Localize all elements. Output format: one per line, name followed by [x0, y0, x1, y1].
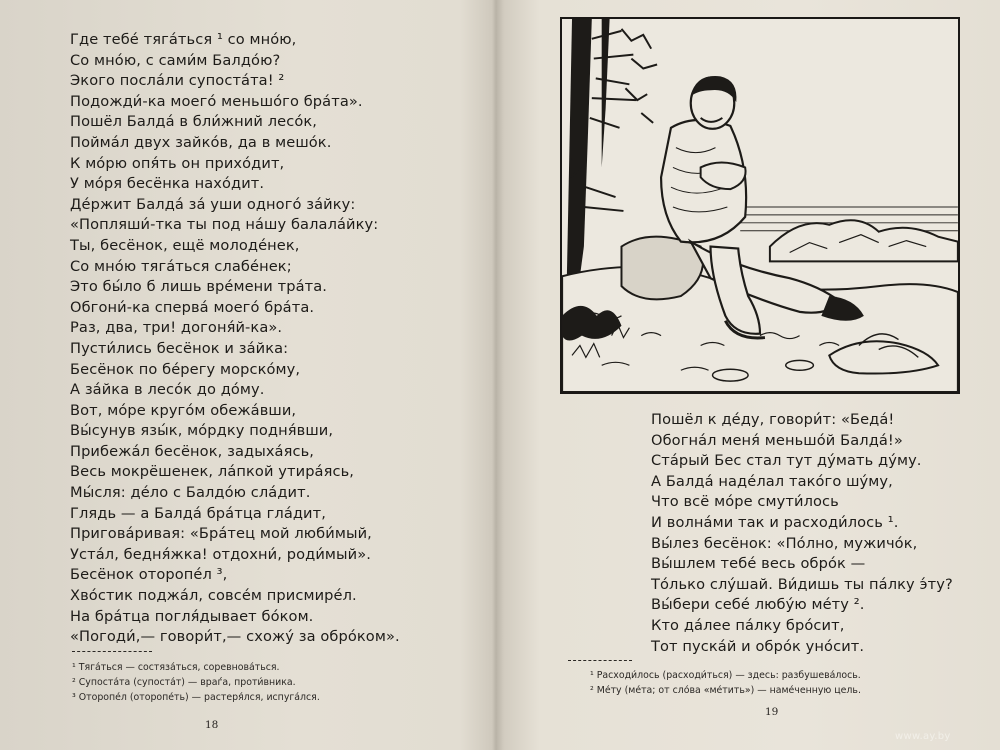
page-number-right: 19 — [765, 706, 779, 718]
poem-line: У мо́ря бесёнка нахо́дит. — [70, 175, 265, 193]
poem-line: Со мно́ю тяга́ться слабе́нек; — [70, 257, 292, 275]
right-footnote-rule — [568, 660, 632, 661]
poem-line: Вы́сунув язы́к, мо́рдку подня́вши, — [70, 422, 334, 440]
poem-line: Пригова́ривая: «Бра́тец мой люби́мый, — [70, 525, 372, 543]
poem-line: Вот, мо́ре круго́м обежа́вши, — [70, 401, 297, 419]
poem-line: Вы́лез бесёнок: «По́лно, мужичо́к, — [651, 534, 918, 552]
poem-line: «Попляши́-тка ты под на́шу балала́йку: — [70, 216, 379, 234]
footnote: ¹ Тяга́ться — состяза́ться, соревнова́ться. — [72, 662, 280, 673]
poem-line: Тот пуска́й и обро́к уно́сит. — [651, 637, 865, 655]
poem-line: Раз, два, три! догоня́й-ка». — [70, 319, 283, 337]
left-poem-text — [70, 30, 400, 648]
poem-line: Что всё мо́ре смути́лось — [651, 493, 839, 511]
footnote: ² Супоста́та (супоста́т) — враѓа, проти́вника. — [72, 677, 296, 688]
poem-line: Обгони́-ка сперва́ моего́ бра́та. — [70, 298, 315, 316]
left-footnote-rule — [72, 651, 152, 652]
poem-line: Обогна́л меня́ меньшо́й Балда́!» — [651, 431, 903, 449]
footnote: ² Ме́ту (ме́та; от сло́ва «ме́тить») — наме́ченную цель. — [590, 685, 861, 696]
poem-line: Со мно́ю, с сами́м Балдо́ю? — [70, 51, 281, 69]
poem-line: Вы́бери себе́ любу́ю ме́ту ². — [651, 596, 865, 614]
poem-line: К мо́рю опя́ть он прихо́дит, — [70, 154, 285, 172]
poem-line: Мы́сля: де́ло с Балдо́ю сла́дит. — [70, 484, 311, 502]
poem-line: Хво́стик поджа́л, совсе́м присмире́л. — [70, 587, 357, 605]
poem-line: Весь мокрёшенек, ла́пкой утира́ясь, — [70, 463, 355, 481]
poem-line: А за́йка в лесо́к до до́му. — [70, 381, 265, 399]
poem-line: Де́ржит Балда́ за́ уши одного́ за́йку: — [70, 195, 356, 213]
poem-line: Подожди́-ка моего́ меньшо́го бра́та». — [70, 92, 363, 110]
poem-line: Экого посла́ли супоста́та! ² — [70, 72, 285, 90]
poem-line: И волна́ми так и расходи́лось ¹. — [651, 513, 899, 531]
poem-line: «Погоди́,— говори́т,— схожу́ за обро́ком». — [70, 628, 400, 646]
poem-line: Пусти́лись бесёнок и за́йка: — [70, 339, 289, 357]
poem-line: Это бы́ло б лишь вре́мени тра́та. — [70, 278, 328, 296]
watermark-text: www.ay.by — [895, 731, 951, 742]
left-footnotes — [72, 660, 320, 705]
poem-line: То́лько слу́шай. Ви́дишь ты па́лку э́ту? — [651, 575, 953, 593]
poem-line: Где тебе́ тяга́ться ¹ со мно́ю, — [70, 31, 297, 48]
poem-line: Бесёнок оторопе́л ³, — [70, 566, 228, 584]
poem-line: Уста́л, бедня́жка! отдохни́, роди́мый». — [70, 545, 371, 563]
footnote: ³ Оторопе́л (оторопе́ть) — растеря́лся, испуга́лся. — [72, 692, 320, 703]
footnote: ¹ Расходи́лось (расходи́ться) — здесь: разбушева́лось. — [590, 670, 861, 681]
poem-line: Ста́рый Бес стал тут ду́мать ду́му. — [651, 452, 922, 470]
poem-line: Бесёнок по бе́регу морско́му, — [70, 360, 301, 378]
right-footnotes — [590, 668, 861, 698]
poem-line: Глядь — а Балда́ бра́тца гла́дит, — [70, 504, 326, 522]
poem-line: Ты, бесёнок, ещё молоде́нек, — [70, 236, 300, 254]
balda-illustration-icon — [560, 17, 960, 394]
poem-line: На бра́тца погля́дывает бо́ком. — [70, 607, 314, 625]
page-number-left: 18 — [205, 719, 219, 731]
poem-line: А Балда́ наде́лал тако́го шу́му, — [651, 472, 893, 490]
poem-line: Пошёл Балда́ в бли́жний лесо́к, — [70, 113, 318, 131]
poem-line: Кто да́лее па́лку бро́сит, — [651, 616, 845, 634]
poem-line: Пошёл к де́ду, говори́т: «Беда́! — [651, 411, 895, 428]
poem-line: Вы́шлем тебе́ весь обро́к — — [651, 555, 866, 573]
poem-line: Прибежа́л бесёнок, задыха́ясь, — [70, 442, 315, 460]
poem-line: Пойма́л двух зайко́в, да в мешо́к. — [70, 133, 332, 151]
right-poem-text — [651, 410, 953, 657]
